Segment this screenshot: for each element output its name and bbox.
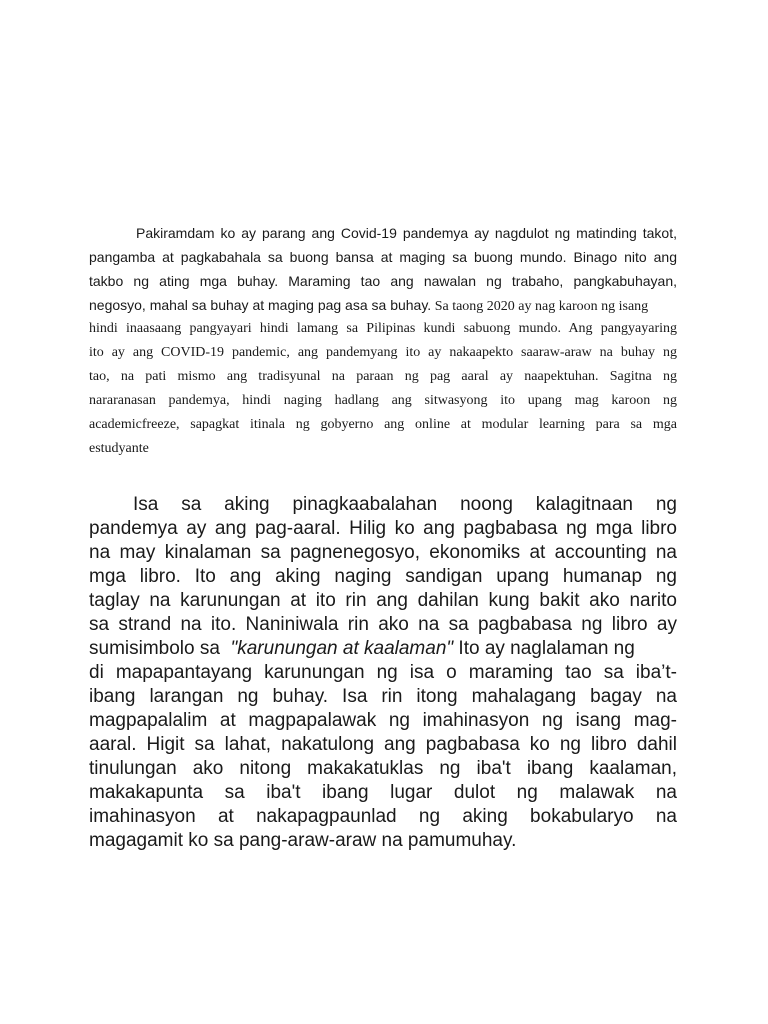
paragraph-2-line-7 [89, 637, 677, 661]
paragraph-1-line-3: takbo ng ating mga buhay. Maraming tao ang nawalan ng trabaho, pangkabuhayan, [89, 273, 677, 289]
line-7-before-text: sumisimbolo sa [89, 638, 231, 659]
paragraph-1-line-4-sans: negosyo, mahal sa buhay at maging pag asa sa buhay. [89, 297, 432, 313]
paragraph-2-line-4: mga libro. Ito ang aking naging sandigan upang humanap ng [89, 566, 677, 587]
paragraph-2-line-13: makakapunta sa iba't ibang lugar dulot ng malawak na [89, 782, 677, 803]
paragraph-2-line-9: ibang larangan ng buhay. Isa rin itong mahalagang bagay na [89, 686, 677, 707]
paragraph-2-line-11: aaral. Higit sa lahat, nakatulong ang pagbabasa ko ng libro dahil [89, 734, 677, 755]
paragraph-2-line-6: sa strand na ito. Naniniwala rin ako na sa pagbabasa ng libro ay [89, 614, 677, 635]
paragraph-2-line-1: Isa sa aking pinagkaabalahan noong kalagitnaan ng [133, 494, 677, 515]
paragraph-1-line-7: tao, na pati mismo ang tradisyunal na paraan ng pag aaral ay naapektuhan. Sagitna ng [89, 369, 677, 384]
line-7-after-text: Ito ay naglalaman ng [453, 638, 635, 659]
paragraph-1-line-6: ito ay ang COVID-19 pandemic, ang pandemyang ito ay nakaapekto saaraw-araw na buhay ng [89, 345, 677, 360]
paragraph-2-line-12: tinulungan ako nitong makakatuklas ng iba't ibang kaalaman, [89, 758, 677, 779]
emphasized-quote: "karunungan at kaalaman" [230, 638, 454, 659]
paragraph-2-line-8: di mapapantayang karunungan ng isa o maraming tao sa iba’t- [89, 662, 677, 683]
paragraph-2-line-15: magagamit ko sa pang-araw-araw na pamumuhay. [89, 830, 517, 851]
paragraph-2-line-14: imahinasyon at nakapagpaunlad ng aking bokabularyo na [89, 806, 677, 827]
paragraph-2-line-10: magpapalalim at magpapalawak ng imahinasyon ng isang mag- [89, 710, 677, 731]
paragraph-1-line-4 [89, 294, 677, 316]
paragraph-2-line-2: pandemya ay ang pag-aaral. Hilig ko ang pagbabasa ng mga libro [89, 518, 677, 539]
paragraph-1-line-2: pangamba at pagkabahala sa buong bansa at maging sa buong mundo. Binago nito ang [89, 249, 677, 265]
paragraph-1-line-10: estudyante [89, 441, 149, 456]
paragraph-1-line-8: nararanasan pandemya, hindi naging hadlang ang sitwasyong ito upang mag karoon ng [89, 393, 677, 408]
paragraph-2-line-5: taglay na karunungan at ito rin ang dahilan kung bakit ako narito [89, 590, 677, 611]
paragraph-1-line-4-serif: Sa taong 2020 ay nag karoon ng isang [431, 299, 649, 314]
paragraph-1-line-9: academicfreeze, sapagkat itinala ng gobyerno ang online at modular learning para sa mga [89, 417, 677, 432]
paragraph-1-line-1: Pakiramdam ko ay parang ang Covid-19 pandemya ay nagdulot ng matinding takot, [136, 225, 677, 241]
paragraph-2-line-3: na may kinalaman sa pagnenegosyo, ekonomiks at accounting na [89, 542, 677, 563]
paragraph-1-line-5: hindi inaasaang pangyayari hindi lamang sa Pilipinas kundi sabuong mundo. Ang pangyayaring [89, 321, 677, 336]
